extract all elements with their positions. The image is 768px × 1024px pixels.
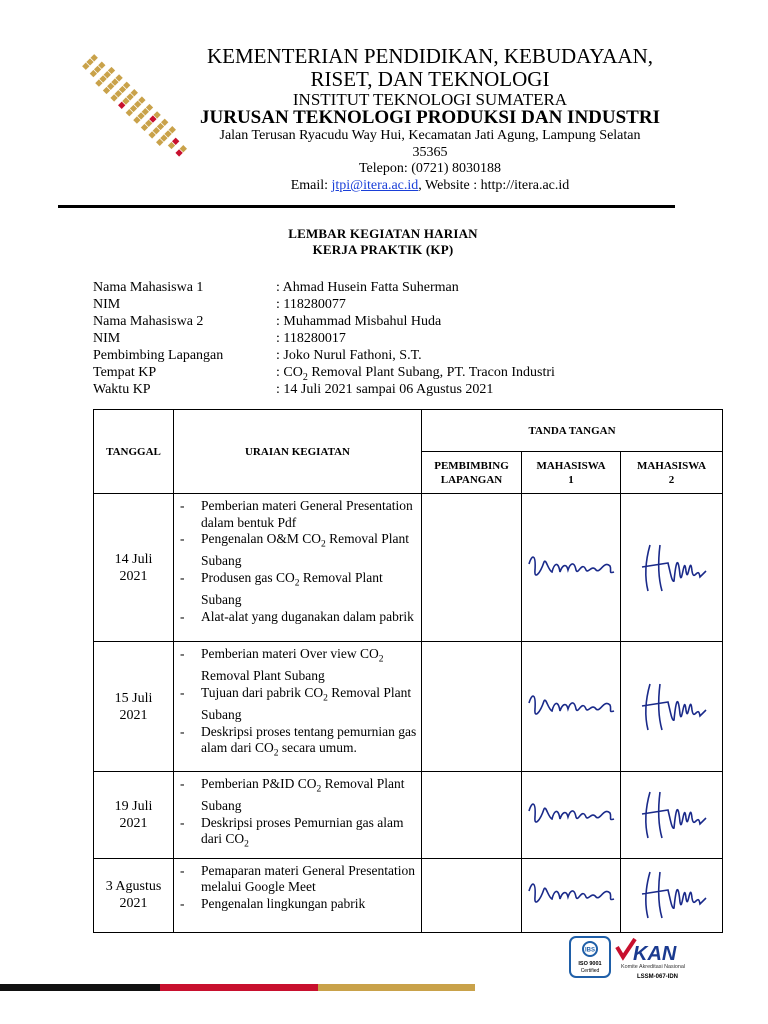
table-row: [94, 494, 723, 642]
date-line: 2021: [119, 568, 148, 584]
ibs-label: IBS: [584, 947, 596, 954]
student-2-signature-cell: [621, 494, 723, 642]
iso-label: ISO 9001: [578, 961, 602, 967]
certified-label: Certified: [580, 968, 600, 974]
signature-student-1: [526, 877, 616, 913]
activity-list: [180, 776, 417, 854]
ministry-line-1: KEMENTERIAN PENDIDIKAN, KEBUDAYAAN,: [206, 44, 654, 68]
info-label: Tempat KP: [93, 365, 157, 380]
date-line: 14 Juli: [114, 551, 153, 567]
ministry-line-2: RISET, DAN TEKNOLOGI: [310, 67, 550, 91]
student-1-signature-cell: [522, 772, 621, 859]
activity-text: Pemberian materi General Presentation dalam bentuk Pdf: [201, 498, 413, 530]
kan-logo-text: KAN: [633, 943, 677, 965]
activity-item: [180, 815, 417, 854]
header-supervisor: [422, 452, 522, 494]
activity-subscript: 2: [316, 784, 322, 795]
signature-student-1: [526, 689, 616, 725]
activity-item: [180, 609, 417, 626]
date-line: 15 Juli: [114, 690, 153, 706]
signature-student-1: [526, 797, 616, 833]
activity-text: Removal Plant Subang: [201, 684, 412, 723]
supervisor-signature-cell: [422, 494, 522, 642]
activity-list: [180, 863, 417, 913]
document-subtitle: KERJA PRAKTIK (KP): [312, 242, 454, 257]
date-line: 19 Juli: [114, 798, 153, 814]
activity-cell: [174, 494, 422, 642]
activity-subscript: 2: [273, 749, 279, 760]
signature-student-2: [632, 788, 712, 842]
table-body: [94, 494, 723, 933]
activity-subscript: 2: [378, 654, 384, 665]
activity-item: [180, 531, 417, 570]
info-value-part: Removal Plant Subang, PT. Tracon Industri: [307, 365, 555, 380]
activity-text: Pemberian P&ID CO: [201, 776, 317, 791]
header-activity: URAIAN KEGIATAN: [174, 410, 422, 494]
date-line: 2021: [119, 896, 148, 912]
header-line: 2: [668, 473, 675, 486]
student-2-signature-cell: [621, 858, 723, 932]
table-row: [94, 642, 723, 772]
info-value: : Ahmad Husein Fatta Suherman: [276, 280, 459, 295]
activity-item: [180, 646, 417, 685]
activity-text: Tujuan dari pabrik CO: [201, 684, 324, 700]
activity-item: [180, 776, 417, 815]
info-label: Pembimbing Lapangan: [93, 348, 224, 363]
activity-table: [93, 409, 723, 933]
info-value: : Joko Nurul Fathoni, S.T.: [276, 348, 422, 363]
signature-student-2: [632, 868, 712, 922]
header-line: PEMBIMBING: [434, 459, 509, 472]
activity-text: Removal Plant Subang: [201, 531, 409, 569]
activity-text: Removal Plant Subang: [201, 776, 405, 814]
header-line: MAHASISWA: [636, 459, 707, 472]
phone: Telepon: (0721) 8030188: [358, 161, 502, 176]
student-1-signature-cell: [522, 858, 621, 932]
footer-color-bar: [0, 984, 475, 991]
activity-list: [180, 498, 417, 626]
footer-bar-red: [160, 984, 318, 991]
supervisor-signature-cell: [422, 772, 522, 859]
date-line: 3 Agustus: [105, 879, 162, 895]
address-line-2: 35365: [412, 145, 448, 160]
department-name: JURUSAN TEKNOLOGI PRODUKSI DAN INDUSTRI: [200, 107, 660, 128]
header-signature: TANDA TANGAN: [422, 410, 723, 452]
activity-text: Deskripsi proses Pemurnian gas alam dari CO: [201, 814, 404, 847]
kan-code: LSSM-067-IDN: [637, 974, 679, 980]
signature-student-1: [526, 550, 616, 586]
activity-item: [180, 724, 417, 763]
info-value: : 118280017: [276, 331, 346, 346]
institute-name: INSTITUT TEKNOLOGI SUMATERA: [292, 90, 568, 109]
footer-bar-black: [0, 984, 160, 991]
activity-subscript: 2: [320, 539, 326, 550]
address-line-1: Jalan Terusan Ryacudu Way Hui, Kecamatan Jati Agung, Lampung Selatan: [219, 128, 641, 143]
email-prefix: Email:: [290, 178, 332, 193]
itera-logo: [78, 54, 193, 166]
header-student-2: [621, 452, 723, 494]
header-student-1: [522, 452, 621, 494]
signature-student-2: [632, 680, 712, 734]
info-value: : Muhammad Misbahul Huda: [276, 314, 442, 329]
activity-subscript: 2: [244, 840, 249, 851]
header-line: LAPANGAN: [440, 473, 503, 486]
signature-student-2: [632, 541, 712, 595]
date-cell: [94, 494, 174, 642]
activity-subscript: 2: [323, 693, 328, 704]
student-1-signature-cell: [522, 494, 621, 642]
header-line: 1: [568, 473, 574, 486]
activity-text: Pemberian materi Over view CO: [201, 646, 379, 661]
activity-text: Deskripsi proses tentang pemurnian gas alam dari CO: [201, 723, 417, 756]
activity-item: [180, 498, 417, 531]
info-value: : 14 Juli 2021 sampai 06 Agustus 2021: [276, 382, 494, 397]
activity-text: Produsen gas CO: [201, 570, 295, 586]
table-row: [94, 772, 723, 859]
date-cell: [94, 642, 174, 772]
activity-text: secara umum.: [278, 740, 357, 756]
student-2-signature-cell: [621, 642, 723, 772]
activity-text: Pengenalan lingkungan pabrik: [201, 895, 366, 911]
activity-text: Pemaparan materi General Presentation melalui Google Meet: [201, 862, 416, 895]
contact-line: [190, 178, 670, 194]
table-row: [94, 858, 723, 932]
info-label: NIM: [93, 297, 121, 312]
student-2-signature-cell: [621, 772, 723, 859]
supervisor-signature-cell: [422, 858, 522, 932]
footer-bar-gold: [318, 984, 475, 991]
activity-item: [180, 570, 417, 609]
student-1-signature-cell: [522, 642, 621, 772]
info-value-subscript: 2: [302, 371, 308, 383]
address: [190, 127, 670, 161]
activity-text: Pengenalan O&M CO: [201, 531, 321, 547]
info-label: Waktu KP: [93, 382, 151, 397]
info-label: Nama Mahasiswa 1: [93, 280, 204, 295]
activity-item: [180, 685, 417, 724]
supervisor-signature-cell: [422, 642, 522, 772]
info-value-part: : CO: [276, 365, 303, 380]
kan-subtitle: Komite Akreditasi Nasional: [621, 964, 686, 970]
activity-text: Alat-alat yang duganakan dalam pabrik: [201, 608, 414, 624]
activity-cell: [174, 858, 422, 932]
table-header-row: [94, 410, 723, 452]
activity-text: Removal Plant Subang: [201, 570, 383, 608]
document-title: LEMBAR KEGIATAN HARIAN: [288, 226, 478, 241]
activity-text: Removal Plant Subang: [201, 668, 325, 684]
certification-logos: [569, 935, 694, 985]
header-divider: [58, 205, 675, 208]
info-label: NIM: [93, 331, 121, 346]
email-link[interactable]: jtpi@itera.ac.id: [331, 178, 419, 193]
activity-item: [180, 896, 417, 913]
date-line: 2021: [119, 815, 148, 831]
header-date: TANGGAL: [94, 410, 174, 494]
activity-cell: [174, 772, 422, 859]
info-value: : 118280077: [276, 297, 346, 312]
activity-cell: [174, 642, 422, 772]
activity-subscript: 2: [294, 578, 300, 589]
header-line: MAHASISWA: [536, 459, 606, 472]
activity-list: [180, 646, 417, 763]
info-label: Nama Mahasiswa 2: [93, 314, 204, 329]
date-line: 2021: [119, 707, 148, 723]
date-cell: [94, 858, 174, 932]
website: , Website : http://itera.ac.id: [418, 178, 570, 193]
activity-item: [180, 863, 417, 896]
date-cell: [94, 772, 174, 859]
